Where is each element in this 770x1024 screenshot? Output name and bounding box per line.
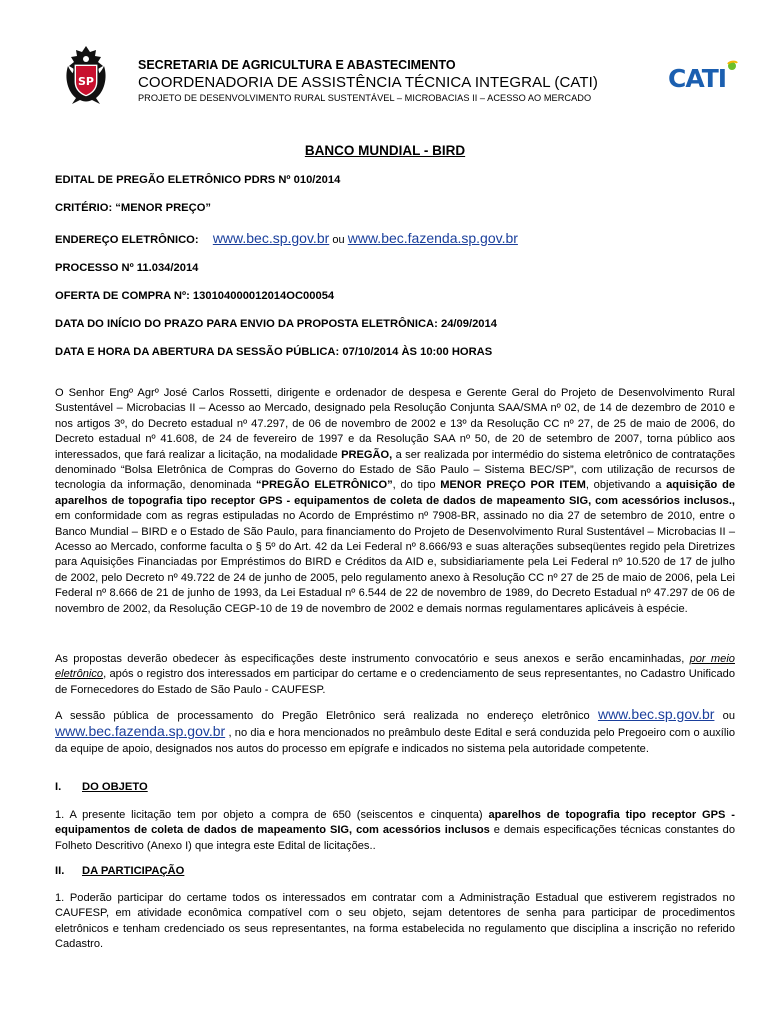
seal-monogram: SP (78, 75, 94, 88)
oferta-line: OFERTA DE COMPRA Nº: 130104000012014OC00054 (55, 290, 335, 302)
edital-line: EDITAL DE PREGÃO ELETRÔNICO PDRS Nº 010/2014 (55, 174, 341, 186)
section-name: DO OBJETO (82, 781, 148, 793)
section-participacao-heading (55, 865, 184, 877)
section-number: I. (55, 781, 62, 793)
bec-fazenda-link[interactable]: www.bec.fazenda.sp.gov.br (347, 230, 518, 246)
bec-fazenda-link-2[interactable]: www.bec.fazenda.sp.gov.br (55, 723, 226, 740)
cati-logo-text: CATI (668, 64, 727, 93)
sao-paulo-seal-icon (62, 44, 110, 106)
participacao-paragraph: 1. Poderão participar do certame todos os interessados em contratar com a Administração Estadual que estiverem registrados no CAUFESP, em atividade econômica compatível com o seu objeto, sejam detentores de senha para participar de procedimentos eletrônicos e tenham credenciado os seus representantes, na forma estabelecida no regulamento que disciplina a inscrição no referido Cadastro. (55, 892, 735, 951)
objeto-paragraph: 1. A presente licitação tem por objeto a compra de 650 (seiscentos e cinquenta) aparelhos de topografia tipo receptor GPS - equipamentos de coleta de dados de mapeamento SIG, com acessórios inclusos e demais especificações técnicas constantes do Folheto Descritivo (Anexo I) que integra este Edital de licitações.. (55, 809, 735, 852)
section-number: II. (55, 865, 65, 877)
endereco-line (55, 230, 518, 246)
cati-logo (666, 60, 740, 94)
data-inicio-line: DATA DO INÍCIO DO PRAZO PARA ENVIO DA PROPOSTA ELETRÔNICA: 24/09/2014 (55, 318, 497, 330)
sessao-paragraph: A sessão pública de processamento do Pregão Eletrônico será realizada no endereço eletrônico www.bec.sp.gov.br ou www.bec.fazenda.sp.gov.br , no dia e hora mencionados no preâmbulo deste Edital e será conduzida pelo Pregoeiro com o auxílio da equipe de apoio, designados nos autos do processo em epígrafe e indicados no sistema pela autoridade competente. (55, 706, 735, 755)
header-projeto: PROJETO DE DESENVOLVIMENTO RURAL SUSTENTÁVEL – MICROBACIAS II – ACESSO AO MERCADO (138, 93, 592, 103)
processo-line: PROCESSO Nº 11.034/2014 (55, 262, 199, 274)
document-header (138, 58, 658, 104)
data-abertura-line: DATA E HORA DA ABERTURA DA SESSÃO PÚBLICA: 07/10/2014 ÀS 10:00 HORAS (55, 346, 493, 358)
propostas-paragraph: As propostas deverão obedecer às especificações deste instrumento convocatório e seus anexos e serão encaminhadas, por meio eletrônico, após o registro dos interessados em participar do certame e o credenciamento de seus representantes, no Cadastro Unificado de Fornecedores do Estado de São Paulo - CAUFESP. (55, 653, 735, 696)
preambulo-paragraph: O Senhor Engº Agrº José Carlos Rossetti, dirigente e ordenador de despesa e Gerente Geral do Projeto de Desenvolvimento Rural Sustentável – Microbacias II – Acesso ao Mercado, designado pela Resolução Conjunta SAA/SMA nº 02, de 14 de dezembro de 2010 e nos artigos 3º, do Decreto estadual nº 47.297, de 06 de novembro de 2002 e 13º da Resolução CC nº 27, de 25 de maio de 2006, do Decreto estadual nº 41.608, de 24 de fevereiro de 1997 e da Resolução SAA nº 50, de 20 de setembro de 2007, torna público aos interessados, que fará realizar a licitação, na modalidade PREGÃO, a ser realizada por intermédio do sistema eletrônico de contratações denominado “Bolsa Eletrônica de Compras do Governo do Estado de São Paulo – Sistema BEC/SP”, com utilização de recursos de tecnologia da informação, denominada “PREGÃO ELETRÔNICO”, do tipo MENOR PREÇO POR ITEM, objetivando a aquisição de aparelhos de topografia tipo receptor GPS - equipamentos de coleta de dados de mapeamento SIG, com acessórios inclusos., em conformidade com as regras estipuladas no Acordo de Empréstimo nº 7908-BR, assinado no dia 27 de setembro de 2010, entre o Banco Mundial – BIRD e o Estado de São Paulo, para financiamento do Projeto de Desenvolvimento Rural Sustentável – Microbacias II – Acesso ao Mercado, conforme faculta o § 5º do Art. 42 da Lei Federal nº 8.666/93 e suas alterações subseqüentes regido pela Diretrizes para Aquisições Financiadas por Empréstimos do BIRD e Créditos da AID e, subsidiariamente pela Lei Federal nº 10.520 de 17 de julho de 2002, pelo Decreto nº 49.722 de 24 de junho de 2005, pelo regulamento anexo à Resolução CC nº 27 de 25 de maio de 2006, pela Lei Federal nº 8.666 de 21 de junho de 1993, da Lei Estadual nº 6.544 de 22 de novembro de 1989, do Decreto Estadual nº 47.297 de 06 de novembro de 2002, da Resolução CEGP-10 de 19 de novembro de 2002 e demais normas regulamentares aplicáveis à espécie. (55, 387, 736, 615)
ou-text: ou (332, 234, 345, 246)
document-title: BANCO MUNDIAL - BIRD (304, 143, 466, 158)
criterio-line: CRITÉRIO: “MENOR PREÇO” (55, 202, 212, 214)
endereco-label: ENDEREÇO ELETRÔNICO: (55, 234, 199, 246)
header-coordenadoria: COORDENADORIA DE ASSISTÊNCIA TÉCNICA INTEGRAL (CATI) (138, 74, 599, 91)
header-secretaria: SECRETARIA DE AGRICULTURA E ABASTECIMENTO (138, 58, 456, 72)
section-name: DA PARTICIPAÇÃO (82, 865, 185, 877)
bec-sp-link[interactable]: www.bec.sp.gov.br (212, 230, 330, 246)
bec-sp-link-2[interactable]: www.bec.sp.gov.br (597, 706, 715, 722)
section-objeto-heading (55, 781, 148, 793)
